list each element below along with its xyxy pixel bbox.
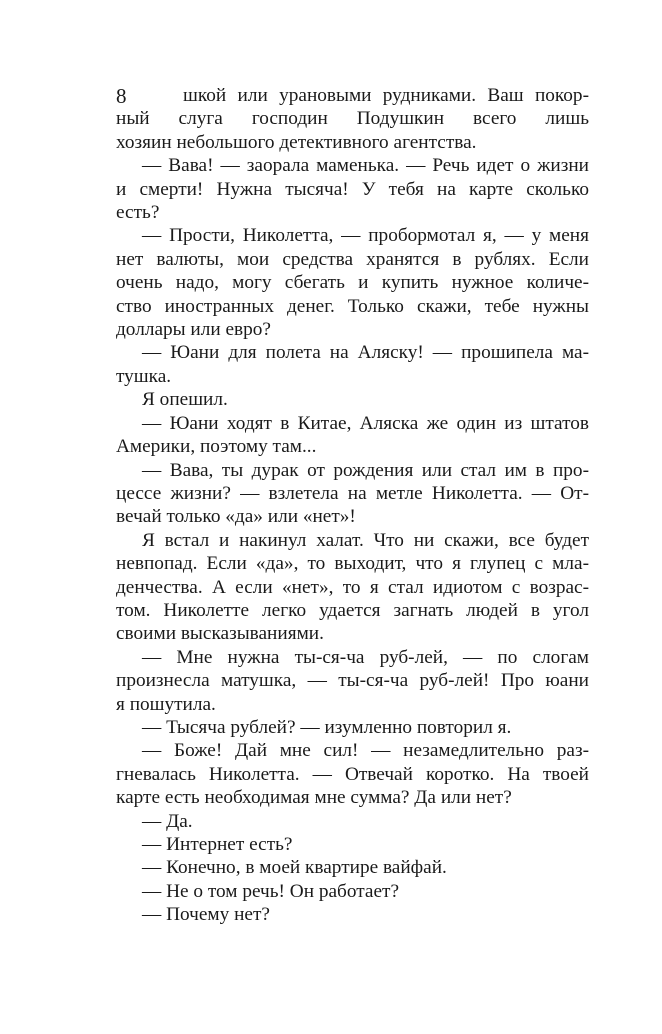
text-line: Я встал и накинул халат. Что ни скажи, все будет <box>142 529 589 551</box>
text-line: карте есть необходимая мне сумма? Да или нет? <box>116 787 512 809</box>
paragraph <box>116 388 589 411</box>
paragraph <box>116 880 589 903</box>
text-line: Я опешил. <box>142 389 228 411</box>
paragraph <box>116 341 589 388</box>
text-line: Америки, поэтому там... <box>116 436 317 458</box>
text-line: ство иностранных денег. Только скажи, тебе нужны <box>116 295 589 317</box>
paragraph <box>116 84 589 154</box>
page-text <box>116 84 589 927</box>
text-line: произнесла матушка, — ты-ся-ча руб-лей! Про юани <box>116 670 589 692</box>
paragraph <box>116 833 589 856</box>
text-line: — Юани ходят в Китае, Аляска же один из штатов <box>142 412 589 434</box>
text-line: — Вава, ты дурак от рождения или стал им в про- <box>142 459 589 481</box>
text-line: шкой или урановыми рудниками. Ваш покор- <box>183 85 589 106</box>
text-line: очень надо, могу сбегать и купить нужное количе- <box>116 272 589 294</box>
paragraph <box>116 412 589 459</box>
text-line: — Вава! — заорала маменька. — Речь идет о жизни <box>142 155 589 177</box>
text-line: невпопад. Если «да», то выходит, что я глупец с мла- <box>116 553 589 575</box>
paragraph <box>116 459 589 529</box>
text-line: доллары или евро? <box>116 319 271 341</box>
text-line: нет валюты, мои средства хранятся в рублях. Если <box>116 248 589 270</box>
text-line: я пошутила. <box>116 693 216 715</box>
text-line: тушка. <box>116 365 172 387</box>
text-line: — Интернет есть? <box>142 834 293 855</box>
text-line: есть? <box>116 202 160 224</box>
text-line: — Не о том речь! Он работает? <box>142 880 400 902</box>
paragraph <box>116 529 589 646</box>
paragraph <box>116 903 589 926</box>
text-line: том. Николетте легко удается загнать людей в угол <box>116 599 589 621</box>
text-line: вечай только «да» или «нет»! <box>116 506 356 528</box>
text-line: — Боже! Дай мне сил! — незамедлительно раз- <box>142 740 589 762</box>
text-line: ный слуга господин Подушкин всего лишь <box>116 108 589 130</box>
paragraph <box>116 856 589 879</box>
page-number: 8 <box>116 84 127 108</box>
text-line: — Прости, Николетта, — пробормотал я, — у меня <box>142 225 589 247</box>
text-line: своими высказываниями. <box>116 623 324 645</box>
paragraph <box>116 716 589 739</box>
paragraph <box>116 739 589 809</box>
text-line: хозяин небольшого детективного агентства. <box>116 131 477 153</box>
text-line: — Тысяча рублей? — изумленно повторил я. <box>142 716 512 738</box>
text-line: гневалась Николетта. — Отвечай коротко. На твоей <box>116 763 589 785</box>
text-line: денчества. А если «нет», то я стал идиотом с возрас- <box>116 576 589 598</box>
paragraph <box>116 810 589 833</box>
text-line: — Почему нет? <box>142 904 270 926</box>
text-line: — Да. <box>142 810 193 832</box>
paragraph <box>116 224 589 341</box>
text-line: — Мне нужна ты-ся-ча руб-лей, — по слогам <box>142 646 589 668</box>
paragraph <box>116 646 589 716</box>
text-line: — Конечно, в моей квартире вайфай. <box>142 857 447 879</box>
text-line: цессе жизни? — взлетела на метле Николетта. — От- <box>116 482 589 504</box>
text-line: и смерти! Нужна тысяча! У тебя на карте сколько <box>116 178 589 200</box>
paragraph <box>116 154 589 224</box>
text-line: — Юани для полета на Аляску! — прошипела ма- <box>142 342 589 364</box>
